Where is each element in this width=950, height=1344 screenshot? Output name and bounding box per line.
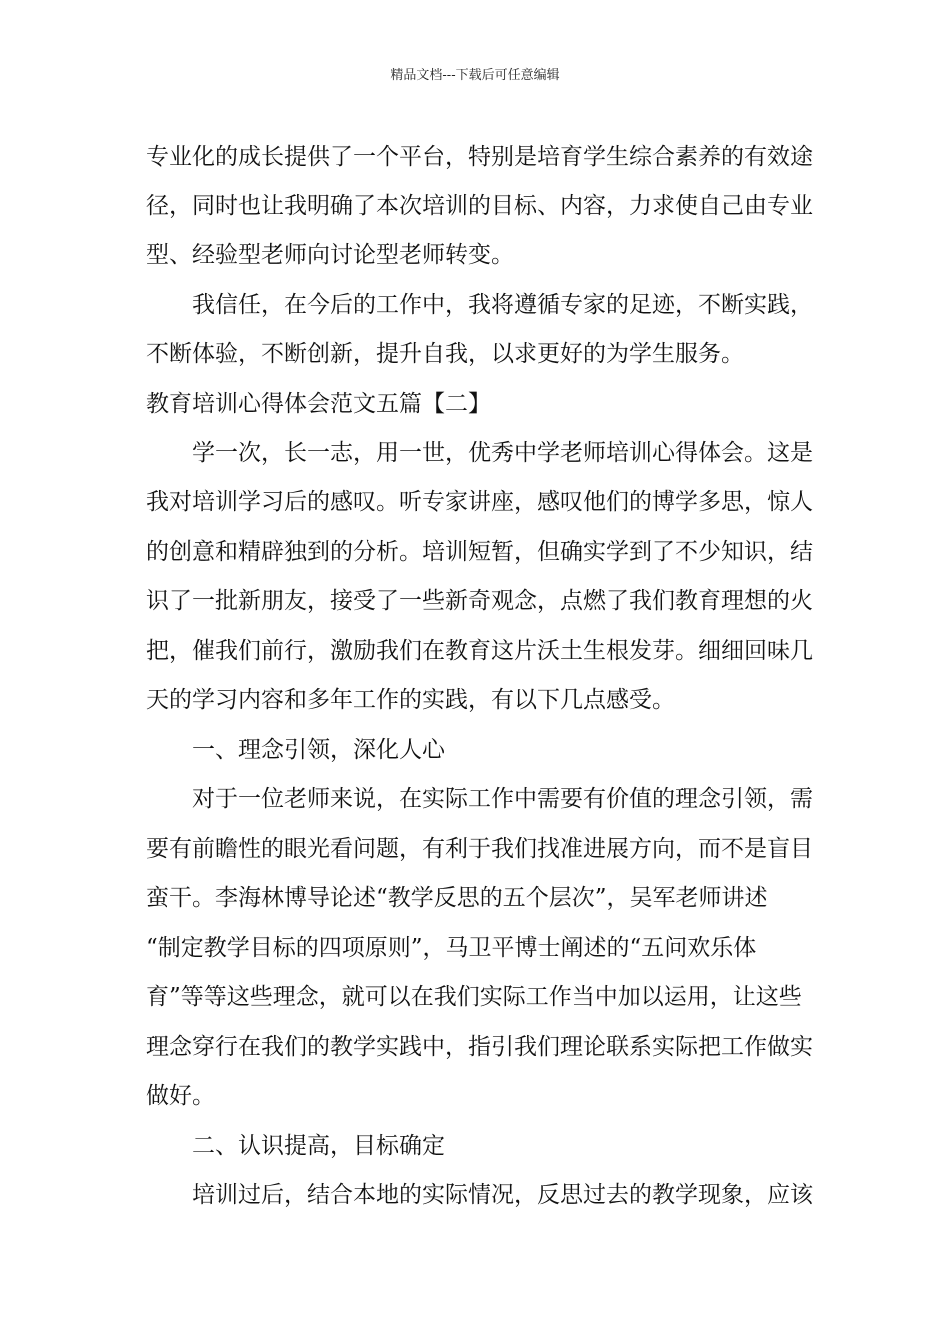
text-line: 培训过后，结合本地的实际情况，反思过去的教学现象，应该 — [146, 1182, 813, 1208]
text-line: 蛮干。李海林博导论述“教学反思的五个层次”，吴军老师讲述 — [146, 885, 768, 911]
text-line: 育”等等这些理念，就可以在我们实际工作当中加以运用，让这些 — [146, 984, 802, 1010]
section-heading: 教育培训心得体会范文五篇【二】 — [146, 391, 491, 417]
text-line: “制定教学目标的四项原则”，马卫平博士阐述的“五问欢乐体 — [146, 935, 757, 961]
text-line: 的创意和精辟独到的分析。培训短暂，但确实学到了不少知识，结 — [146, 539, 813, 565]
subheading: 二、认识提高，目标确定 — [146, 1133, 445, 1159]
page-header: 精品文档---下载后可任意编辑 — [390, 68, 560, 83]
text-line: 做好。 — [146, 1083, 215, 1109]
subheading: 一、理念引领，深化人心 — [146, 737, 445, 763]
text-line: 对于一位老师来说，在实际工作中需要有价值的理念引领，需 — [146, 786, 813, 812]
text-line: 我对培训学习后的感叹。听专家讲座，感叹他们的博学多思，惊人 — [146, 489, 813, 515]
text-line: 识了一批新朋友，接受了一些新奇观念，点燃了我们教育理想的火 — [146, 588, 813, 614]
text-line: 理念穿行在我们的教学实践中，指引我们理论联系实际把工作做实 — [146, 1034, 813, 1060]
text-line: 学一次，长一志，用一世，优秀中学老师培训心得体会。这是 — [146, 440, 813, 466]
text-line: 我信任，在今后的工作中，我将遵循专家的足迹，不断实践， — [146, 292, 813, 318]
text-line: 不断体验，不断创新，提升自我，以求更好的为学生服务。 — [146, 341, 744, 367]
text-line: 专业化的成长提供了一个平台，特别是培育学生综合素养的有效途 — [146, 144, 813, 170]
text-line: 天的学习内容和多年工作的实践，有以下几点感受。 — [146, 687, 675, 713]
text-line: 径，同时也让我明确了本次培训的目标、内容，力求使自己由专业 — [146, 193, 813, 219]
text-line: 把，催我们前行，激励我们在教育这片沃土生根发芽。细细回味几 — [146, 638, 813, 664]
text-line: 要有前瞻性的眼光看问题，有利于我们找准进展方向，而不是盲目 — [146, 836, 813, 862]
text-line: 型、经验型老师向讨论型老师转变。 — [146, 242, 514, 268]
